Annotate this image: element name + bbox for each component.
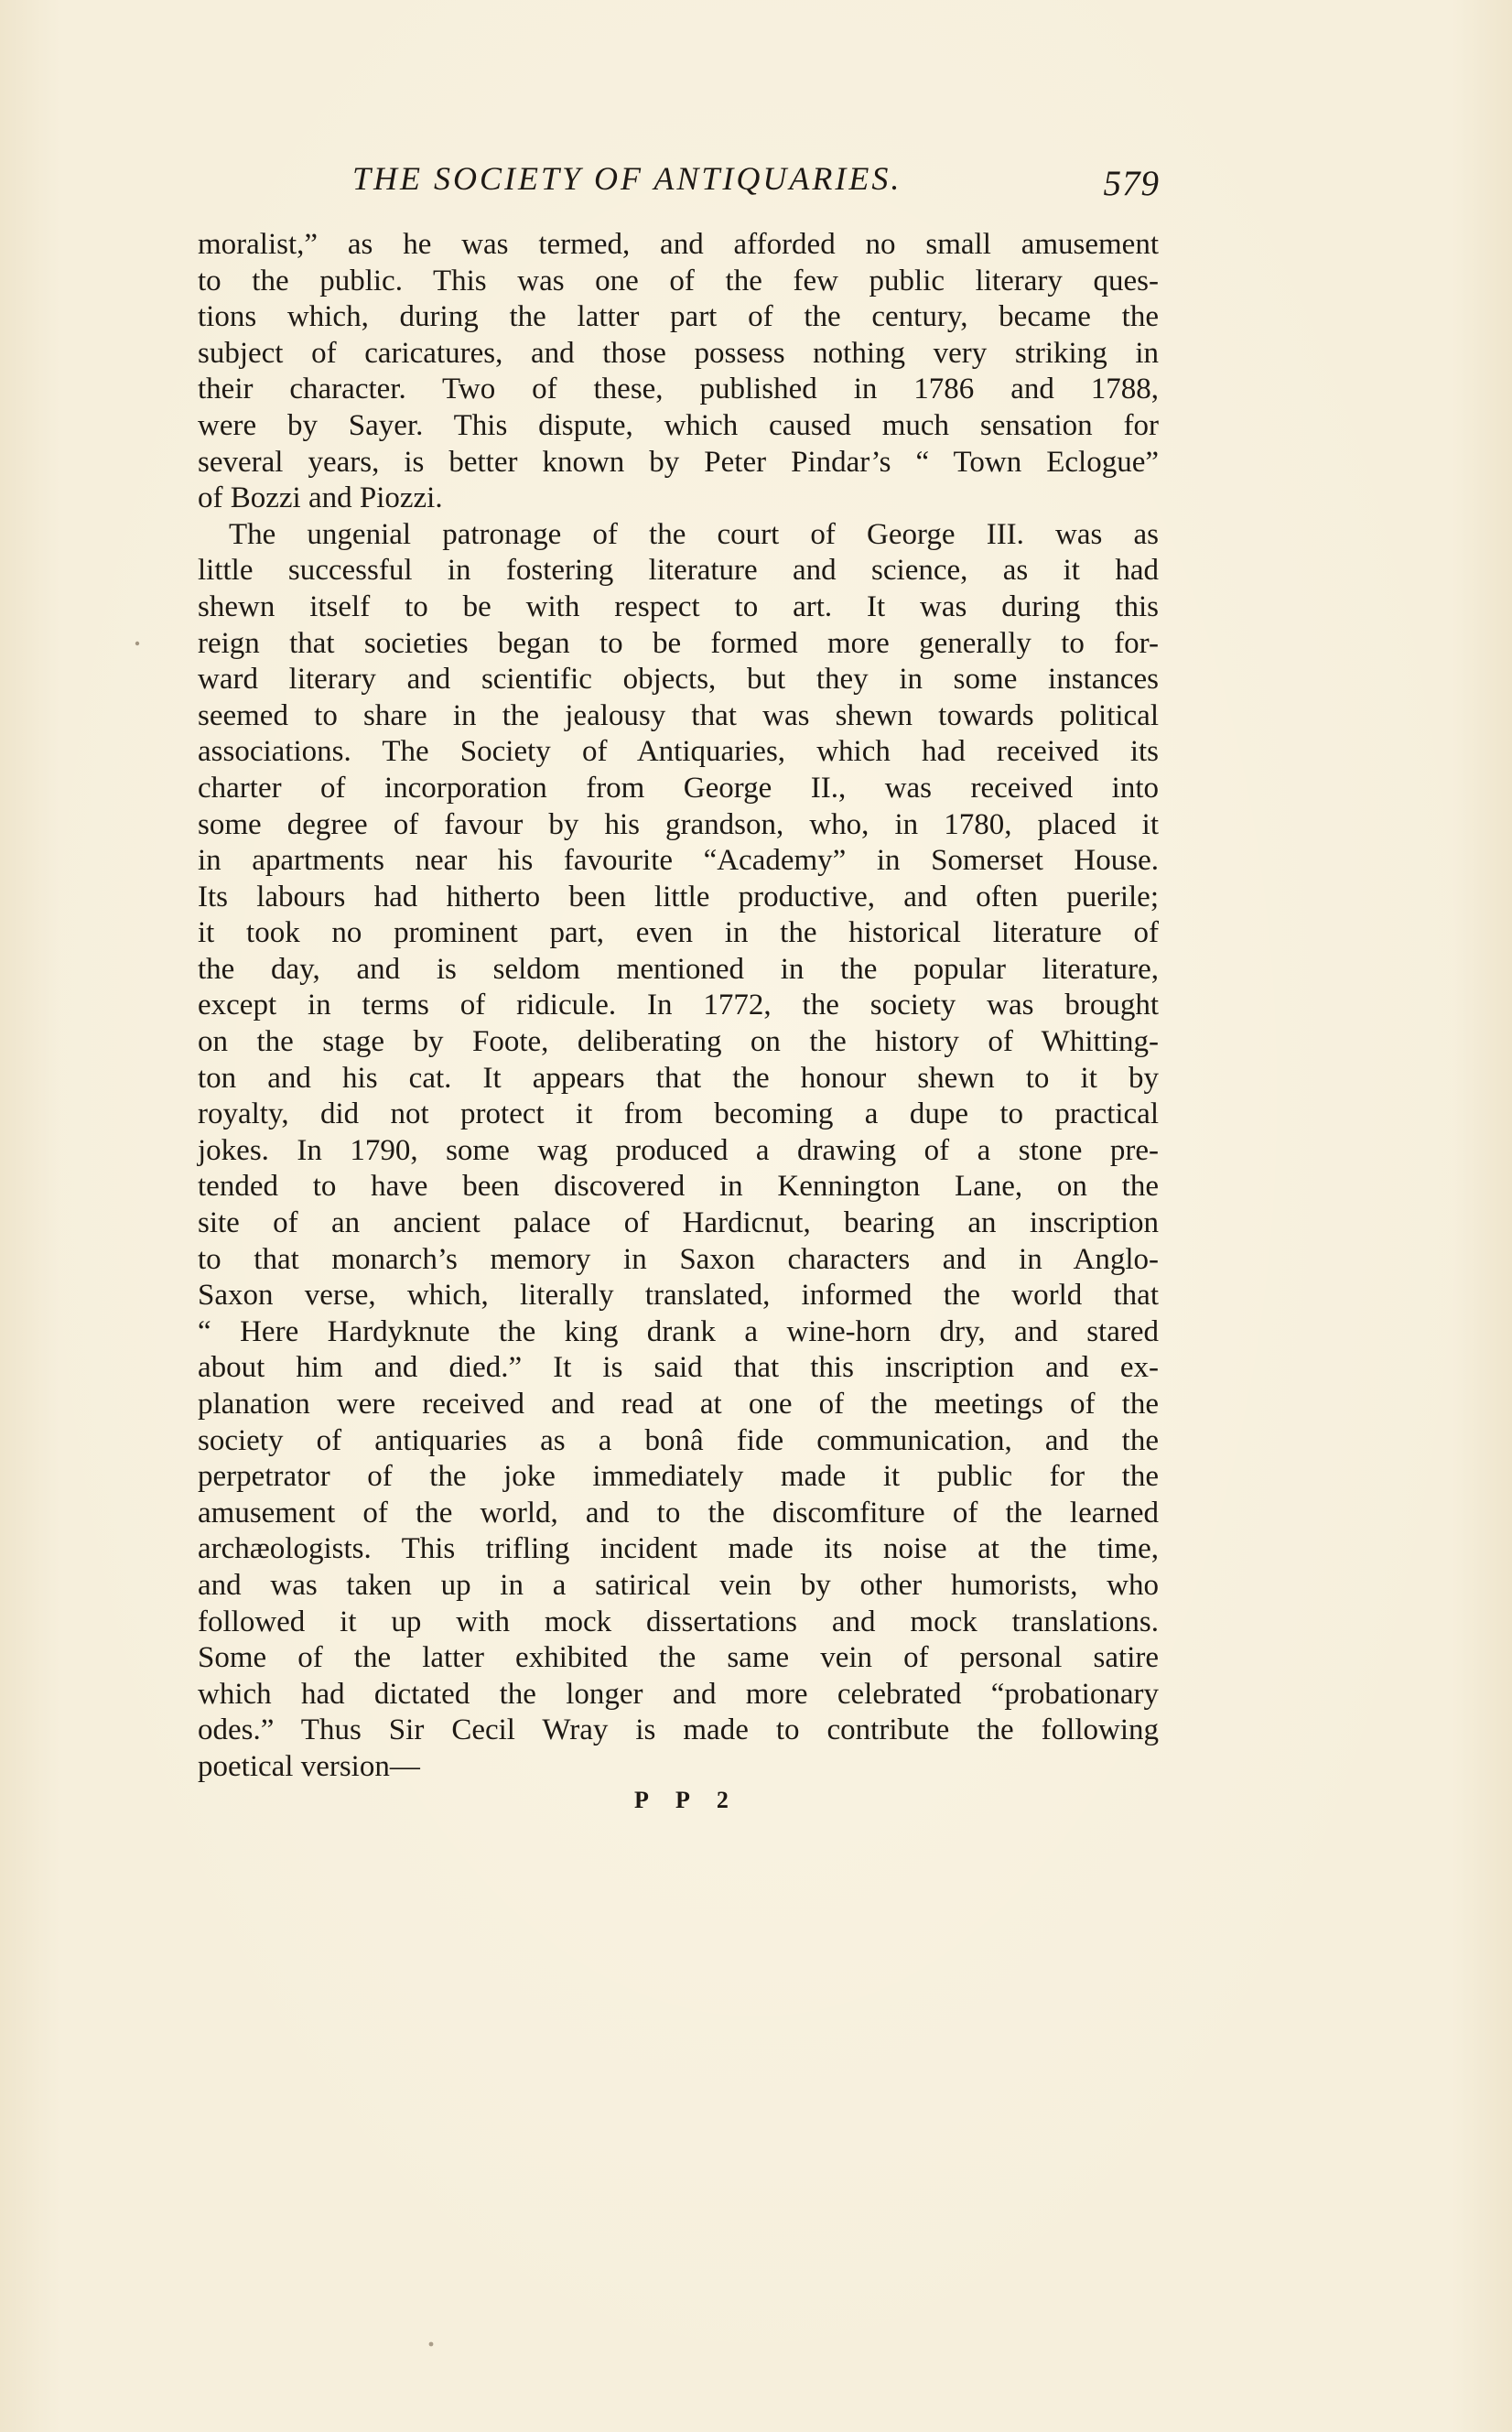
- text-line: archæologists. This trifling incident made its noise at the time,: [198, 1532, 1159, 1566]
- text-line: site of an ancient palace of Hardicnut, bearing an inscription: [198, 1206, 1159, 1240]
- text-line: amusement of the world, and to the discomfiture of the learned: [198, 1496, 1159, 1529]
- text-line: jokes. In 1790, some wag produced a drawing of a stone pre-: [198, 1133, 1159, 1167]
- text-line: odes.” Thus Sir Cecil Wray is made to contribute the following: [198, 1713, 1159, 1747]
- text-line: reign that societies began to be formed more generally to for-: [198, 626, 1159, 660]
- text-line: Saxon verse, which, literally translated, informed the world that: [198, 1279, 1159, 1313]
- text-line: on the stage by Foote, deliberating on the history of Whitting-: [198, 1025, 1159, 1059]
- text-line: moralist,” as he was termed, and afforded no small amusement: [198, 228, 1159, 261]
- text-line: little successful in fostering literature and science, as it had: [198, 554, 1159, 588]
- text-line: to the public. This was one of the few public literary ques-: [198, 264, 1159, 297]
- text-line: society of antiquaries as a bonâ fide communication, and the: [198, 1423, 1159, 1457]
- text-line: planation were received and read at one of the meetings of the: [198, 1388, 1159, 1421]
- text-line: several years, is better known by Peter Pindar’s “ Town Eclogue”: [198, 445, 1159, 479]
- text-line: some degree of favour by his grandson, who, in 1780, placed it: [198, 807, 1159, 841]
- running-head: [197, 154, 1160, 209]
- text-line: in apartments near his favourite “Academy” in Somerset House.: [198, 844, 1159, 878]
- text-line: the day, and is seldom mentioned in the popular literature,: [198, 952, 1159, 986]
- text-line: shewn itself to be with respect to art. It was during this: [198, 589, 1159, 623]
- text-line: and was taken up in a satirical vein by other humorists, who: [198, 1568, 1159, 1602]
- page-number: 579: [1103, 164, 1160, 203]
- text-line: it took no prominent part, even in the historical literature of: [198, 916, 1159, 950]
- text-line: tions which, during the latter part of the century, became the: [198, 300, 1159, 334]
- text-line: which had dictated the longer and more celebrated “probationary: [198, 1677, 1159, 1711]
- text-line: followed it up with mock dissertations and mock translations.: [198, 1605, 1159, 1638]
- printer-signature-mark: P P 2: [634, 1787, 740, 1813]
- text-line: to that monarch’s memory in Saxon characters and in Anglo-: [198, 1242, 1159, 1276]
- running-title: THE SOCIETY OF ANTIQUARIES.: [352, 160, 902, 197]
- ink-speck: [429, 2342, 434, 2347]
- text-line: about him and died.” It is said that this inscription and ex-: [198, 1351, 1159, 1385]
- text-line: ward literary and scientific objects, but they in some instances: [198, 663, 1159, 697]
- text-line: subject of caricatures, and those possess nothing very striking in: [198, 336, 1159, 370]
- ink-speck: [135, 642, 139, 645]
- text-line: charter of incorporation from George II., was received into: [198, 771, 1159, 805]
- text-line: their character. Two of these, published in 1786 and 1788,: [198, 373, 1159, 406]
- text-line: The ungenial patronage of the court of George III. was as: [229, 517, 1159, 551]
- text-line: Its labours had hitherto been little productive, and often puerile;: [198, 880, 1159, 913]
- text-line: tended to have been discovered in Kennington Lane, on the: [198, 1170, 1159, 1204]
- text-line: of Bozzi and Piozzi.: [198, 481, 443, 515]
- text-line: associations. The Society of Antiquaries, which had received its: [198, 735, 1159, 769]
- body-text: [198, 227, 1159, 1786]
- text-line: poetical version—: [198, 1749, 420, 1783]
- text-line: seemed to share in the jealousy that was shewn towards political: [198, 698, 1159, 732]
- text-line: “ Here Hardyknute the king drank a wine-horn dry, and stared: [198, 1314, 1159, 1348]
- text-line: ton and his cat. It appears that the honour shewn to it by: [198, 1061, 1159, 1095]
- text-line: perpetrator of the joke immediately made it public for the: [198, 1460, 1159, 1494]
- text-line: except in terms of ridicule. In 1772, the society was brought: [198, 989, 1159, 1022]
- text-line: royalty, did not protect it from becoming a dupe to practical: [198, 1097, 1159, 1131]
- text-line: were by Sayer. This dispute, which caused much sensation for: [198, 408, 1159, 442]
- text-line: Some of the latter exhibited the same vein of personal satire: [198, 1641, 1159, 1675]
